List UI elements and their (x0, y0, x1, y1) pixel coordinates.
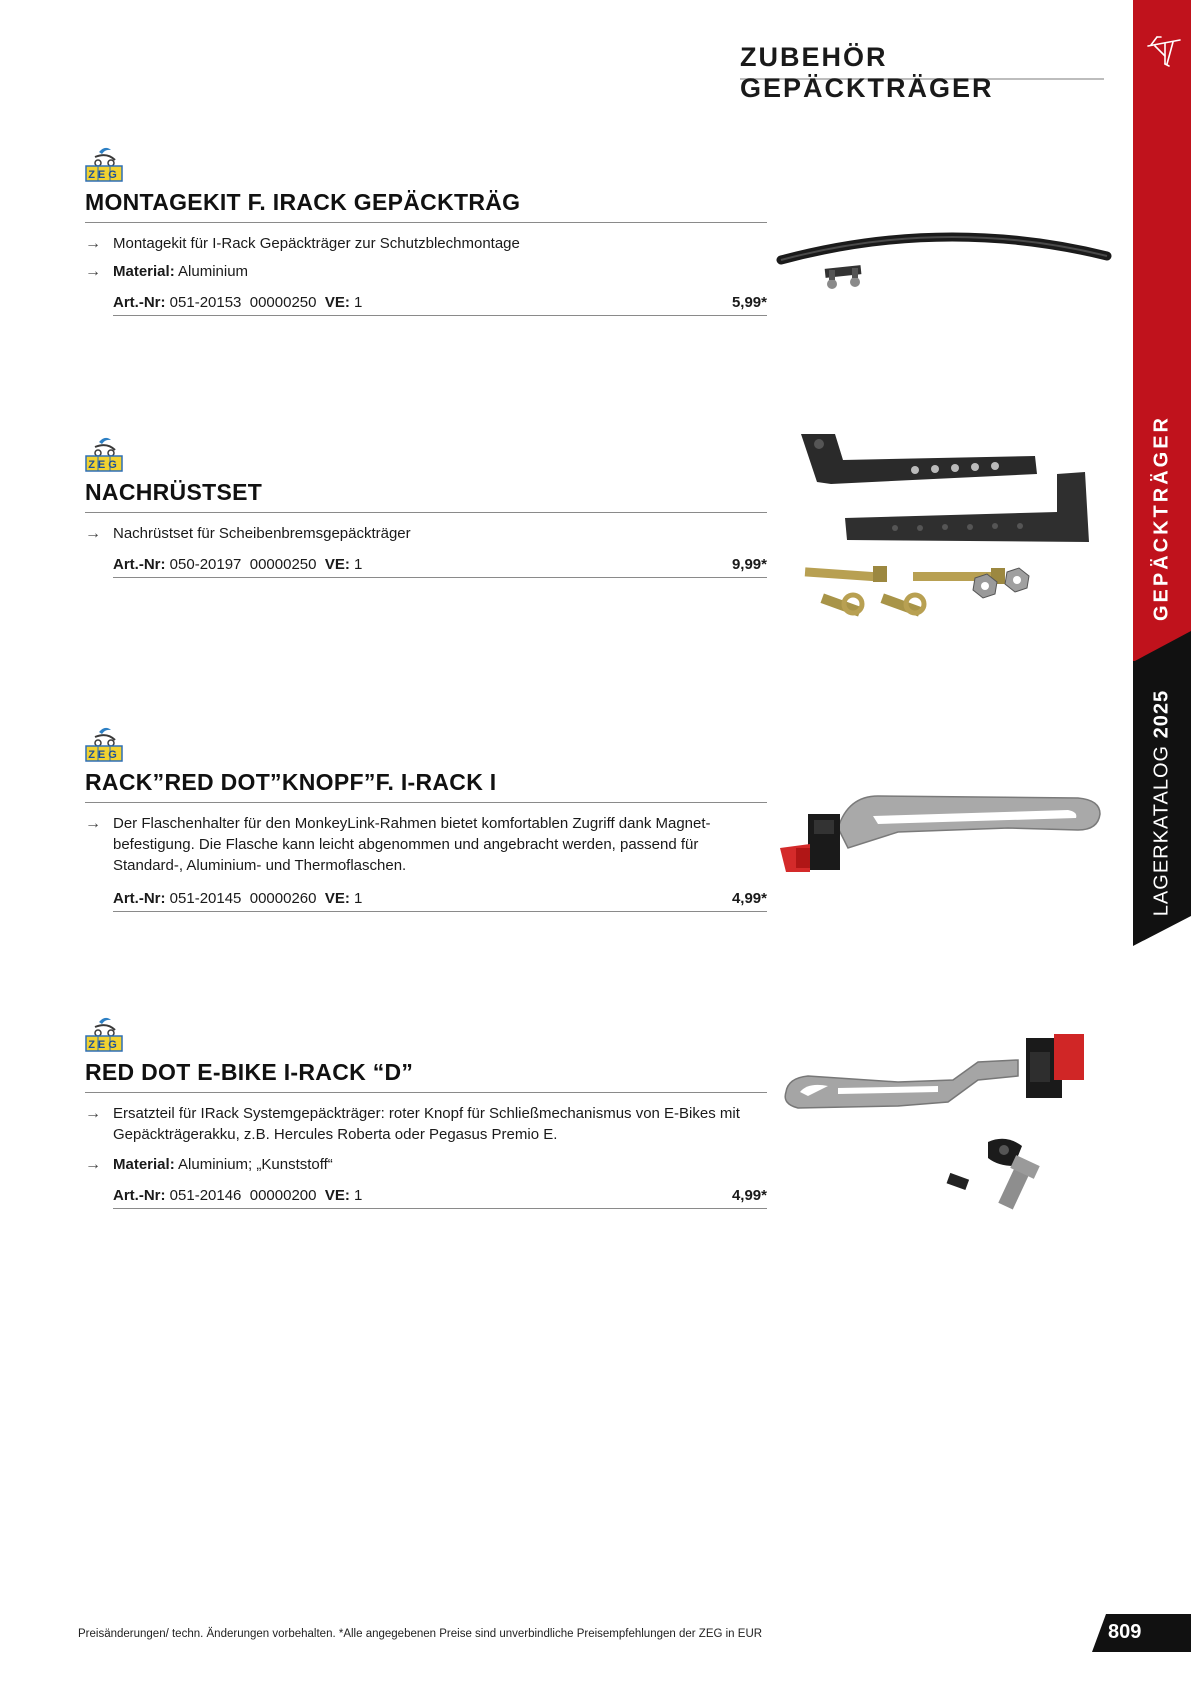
price: 9,99* (731, 556, 767, 573)
title-rule (85, 1092, 767, 1093)
art-number: 051-20146 00000200 (165, 1187, 325, 1204)
arrow-right-icon: → (85, 235, 101, 252)
title-rule (85, 512, 767, 513)
product-image-montagekit (775, 220, 1115, 300)
zeg-logo-text: ZEG (88, 749, 120, 761)
price: 4,99* (731, 1187, 767, 1204)
zeg-logo (85, 434, 123, 472)
ve-value: 1 (349, 556, 363, 573)
article-line (113, 556, 767, 578)
bullet-text: Aluminium; „Kunststoff“ (174, 1156, 333, 1173)
bullet-text: Nachrüstset für Scheibenbremsgepäckträger (113, 525, 411, 542)
bullet-text: Aluminium (174, 263, 249, 280)
art-number: 050-20197 00000250 (165, 556, 325, 573)
ve-label: VE: (324, 294, 350, 311)
bullet-text: Ersatzteil für IRack Systemgepäckträger: roter Knopf für Schließmechanismus von E-Bikes mit Gepäckträgerakku, z.B. Hercules Roberta oder Pegasus Premio E. (113, 1105, 740, 1143)
art-label: Art.-Nr: (113, 890, 166, 907)
art-label: Art.-Nr: (113, 1187, 166, 1204)
arrow-right-icon: → (85, 1105, 101, 1122)
art-label: Art.-Nr: (113, 294, 166, 311)
title-rule (85, 802, 767, 803)
zeg-logo-text: ZEG (88, 1039, 120, 1051)
arrow-right-icon: → (85, 263, 101, 280)
ve-value: 1 (349, 1187, 363, 1204)
article-line (113, 294, 767, 316)
product-bullet-material (85, 261, 767, 282)
product-bullet-material (85, 1154, 767, 1175)
page-number-tab (1092, 1614, 1191, 1652)
art-label: Art.-Nr: (113, 556, 166, 573)
bullet-label: Material: (113, 1156, 175, 1173)
price: 5,99* (731, 294, 767, 311)
page-header (740, 40, 1104, 103)
footer-note: Preisänderungen/ techn. Änderungen vorbehalten. *Alle angegebenen Preise sind unverbindliche Preisempfehlungen der ZEG in EUR (78, 1628, 763, 1640)
article-line (113, 890, 767, 912)
product-bullet (85, 1103, 755, 1145)
rail-catalog-label (1151, 690, 1174, 916)
product-image-nachruestset (795, 430, 1095, 670)
bicycle-rack-icon (1145, 32, 1183, 72)
rail-category-label: GEPÄCKTRÄGER (1150, 414, 1173, 622)
art-number: 051-20145 00000260 (165, 890, 325, 907)
zeg-logo (85, 724, 123, 762)
product-bullet (85, 233, 767, 254)
ve-value: 1 (349, 890, 363, 907)
rail-catalog-year: 2025 (1150, 689, 1173, 739)
ve-value: 1 (349, 294, 363, 311)
ve-label: VE: (324, 556, 350, 573)
article-line (113, 1187, 767, 1209)
zeg-logo-text: ZEG (88, 169, 120, 181)
bullet-text: Der Flaschenhalter für den MonkeyLink-Rahmen bietet komfortablen Zugriff dank Magnet-befestigung. Die Flasche kann leicht abgenommen und angebracht werden, passend für Standard-, Aluminium- und Thermoflaschen. (113, 815, 711, 874)
page-title: ZUBEHÖR GEPÄCKTRÄGER (740, 42, 994, 103)
rail-catalog-prefix: LAGERKATALOG (1150, 738, 1173, 917)
zeg-logo (85, 144, 123, 182)
zeg-logo (85, 1014, 123, 1052)
arrow-right-icon: → (85, 525, 101, 542)
bullet-label: Material: (113, 263, 175, 280)
ve-label: VE: (324, 1187, 350, 1204)
product-title: RED DOT E-BIKE I-RACK “D” (85, 1059, 414, 1085)
product-image-red-dot-e-bike (778, 1030, 1118, 1220)
arrow-right-icon: → (85, 815, 101, 832)
art-number: 051-20153 00000250 (165, 294, 325, 311)
product-title: MONTAGEKIT F. IRACK GEPÄCKTRÄG (85, 189, 521, 215)
ve-label: VE: (324, 890, 350, 907)
title-rule (85, 222, 767, 223)
page-number: 809 (1108, 1621, 1142, 1643)
arrow-right-icon: → (85, 1156, 101, 1173)
product-title: RACK”RED DOT”KNOPF”F. I-RACK I (85, 769, 497, 795)
bullet-text: Montagekit für I-Rack Gepäckträger zur Schutzblechmontage (113, 235, 520, 252)
product-image-red-dot-knopf (778, 788, 1118, 888)
price: 4,99* (731, 890, 767, 907)
product-title: NACHRÜSTSET (85, 479, 263, 505)
product-bullet (85, 523, 767, 544)
product-bullet (85, 813, 745, 876)
zeg-logo-text: ZEG (88, 459, 120, 471)
